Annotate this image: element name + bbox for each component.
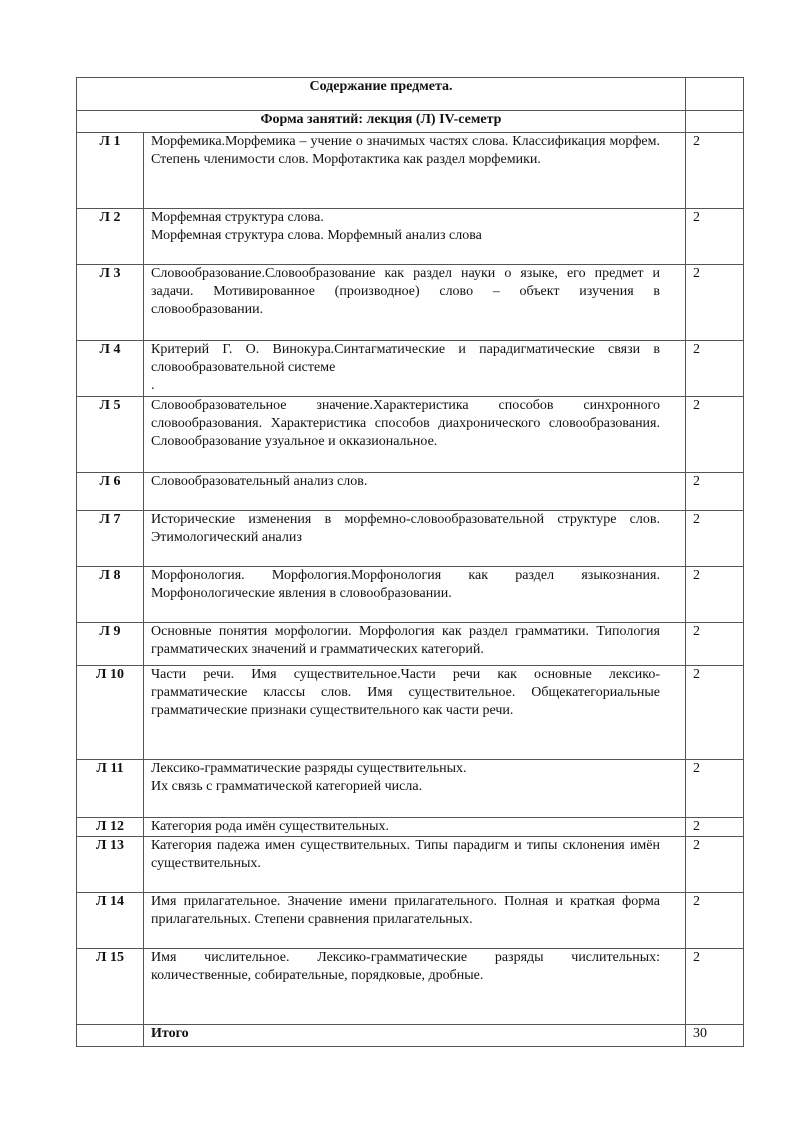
subtitle-row-empty-cell	[686, 111, 744, 133]
lecture-code: Л 14	[77, 893, 144, 949]
lecture-hours: 2	[686, 473, 744, 511]
lecture-topic-line: Основные понятия морфологии. Морфология как раздел грамматики. Типология грамматических значений и грамматических категорий.	[151, 624, 660, 657]
total-hours: 30	[686, 1025, 744, 1047]
lecture-topic	[144, 837, 686, 893]
lecture-hours: 2	[686, 341, 744, 397]
lecture-topic-line: Словообразовательное значение.Характеристика способов синхронного словообразования. Характеристика способов диахронического словообразования. Словообразование узуальное и окказиональное.	[151, 398, 660, 449]
lecture-topic	[144, 265, 686, 341]
lecture-topic-line: Их связь с грамматической категорией числа.	[151, 779, 423, 794]
lecture-topic	[144, 893, 686, 949]
lecture-hours: 2	[686, 209, 744, 265]
lecture-topic	[144, 473, 686, 511]
lecture-topic	[144, 818, 686, 837]
lecture-code: Л 9	[77, 623, 144, 666]
title-row	[77, 78, 744, 111]
table-row	[77, 209, 744, 265]
table-row	[77, 473, 744, 511]
lecture-hours: 2	[686, 511, 744, 567]
lecture-code: Л 11	[77, 760, 144, 818]
lecture-topic	[144, 511, 686, 567]
lecture-code: Л 12	[77, 818, 144, 837]
lecture-code: Л 5	[77, 397, 144, 473]
table-row	[77, 893, 744, 949]
lecture-topic	[144, 341, 686, 397]
lecture-hours: 2	[686, 397, 744, 473]
lecture-hours: 2	[686, 133, 744, 209]
lecture-code: Л 3	[77, 265, 144, 341]
lecture-hours: 2	[686, 666, 744, 760]
lecture-topic-line: Морфемика.Морфемика – учение о значимых частях слова. Классификация морфем. Степень членимости слов. Морфотактика как раздел морфемики.	[151, 134, 660, 167]
lecture-code: Л 6	[77, 473, 144, 511]
table-title: Содержание предмета.	[77, 78, 686, 111]
lecture-hours: 2	[686, 893, 744, 949]
lecture-hours: 2	[686, 623, 744, 666]
lecture-hours: 2	[686, 818, 744, 837]
table-row	[77, 397, 744, 473]
lecture-topic-line: Критерий Г. О. Винокура.Синтагматические и парадигматические связи в словообразовательной системе	[151, 342, 660, 375]
lecture-hours: 2	[686, 760, 744, 818]
lecture-topic	[144, 949, 686, 1025]
total-row-empty-cell	[77, 1025, 144, 1047]
lecture-topic-line: Категория падежа имен существительных. Типы парадигм и типы склонения имён существительных.	[151, 838, 660, 871]
subtitle-row	[77, 111, 744, 133]
lecture-topic-line: Морфонология. Морфология.Морфонология как раздел языкознания. Морфонологические явления в словообразовании.	[151, 568, 660, 601]
lecture-code: Л 2	[77, 209, 144, 265]
lecture-topic	[144, 567, 686, 623]
lecture-hours: 2	[686, 265, 744, 341]
lecture-topic	[144, 397, 686, 473]
table-row	[77, 133, 744, 209]
lecture-topic-line: Части речи. Имя существительное.Части речи как основные лексико-грамматические классы слов. Имя существительное. Общекатегориальные грамматические признаки существительного как части речи.	[151, 667, 660, 718]
lecture-topic-line: Исторические изменения в морфемно-словообразовательной структуре слов. Этимологический анализ	[151, 512, 660, 545]
lecture-topic-line: Имя числительное. Лексико-грамматические разряды числительных: количественные, собирательные, порядковые, дробные.	[151, 950, 660, 983]
table-row	[77, 760, 744, 818]
lecture-hours: 2	[686, 837, 744, 893]
total-row	[77, 1025, 744, 1047]
lecture-topic-line: Морфемная структура слова. Морфемный анализ слова	[151, 228, 482, 243]
lecture-topic	[144, 209, 686, 265]
table-row	[77, 666, 744, 760]
table-row	[77, 341, 744, 397]
table-row	[77, 567, 744, 623]
table-row	[77, 837, 744, 893]
lecture-topic	[144, 666, 686, 760]
lecture-code: Л 15	[77, 949, 144, 1025]
table-row	[77, 818, 744, 837]
lecture-code: Л 10	[77, 666, 144, 760]
lecture-topic-line: Словообразовательный анализ слов.	[151, 474, 368, 489]
lecture-topic	[144, 133, 686, 209]
table-row	[77, 265, 744, 341]
lecture-topic-line: Морфемная структура слова.	[151, 210, 324, 225]
title-row-empty-cell	[686, 78, 744, 111]
lecture-code: Л 7	[77, 511, 144, 567]
lecture-code: Л 8	[77, 567, 144, 623]
table-row	[77, 623, 744, 666]
lecture-topic-line: Категория рода имён существительных.	[151, 819, 390, 834]
lecture-topic-line: Лексико-грамматические разряды существительных.	[151, 761, 467, 776]
table-row	[77, 511, 744, 567]
lecture-topic	[144, 760, 686, 818]
lecture-topic	[144, 623, 686, 666]
lecture-code: Л 1	[77, 133, 144, 209]
syllabus-table	[76, 77, 744, 1047]
lecture-code: Л 4	[77, 341, 144, 397]
lecture-topic-line: Имя прилагательное. Значение имени прилагательного. Полная и краткая форма прилагательных. Степени сравнения прилагательных.	[151, 894, 660, 927]
table-subtitle: Форма занятий: лекция (Л) IV-семетр	[77, 111, 686, 133]
total-label: Итого	[144, 1025, 686, 1047]
lecture-hours: 2	[686, 949, 744, 1025]
lecture-topic-line: Словообразование.Словообразование как раздел науки о языке, его предмет и задачи. Мотивированное (производное) слово – объект изучения в словообразовании.	[151, 266, 660, 317]
lecture-hours: 2	[686, 567, 744, 623]
lecture-topic-line: .	[151, 378, 155, 393]
table-row	[77, 949, 744, 1025]
lecture-code: Л 13	[77, 837, 144, 893]
